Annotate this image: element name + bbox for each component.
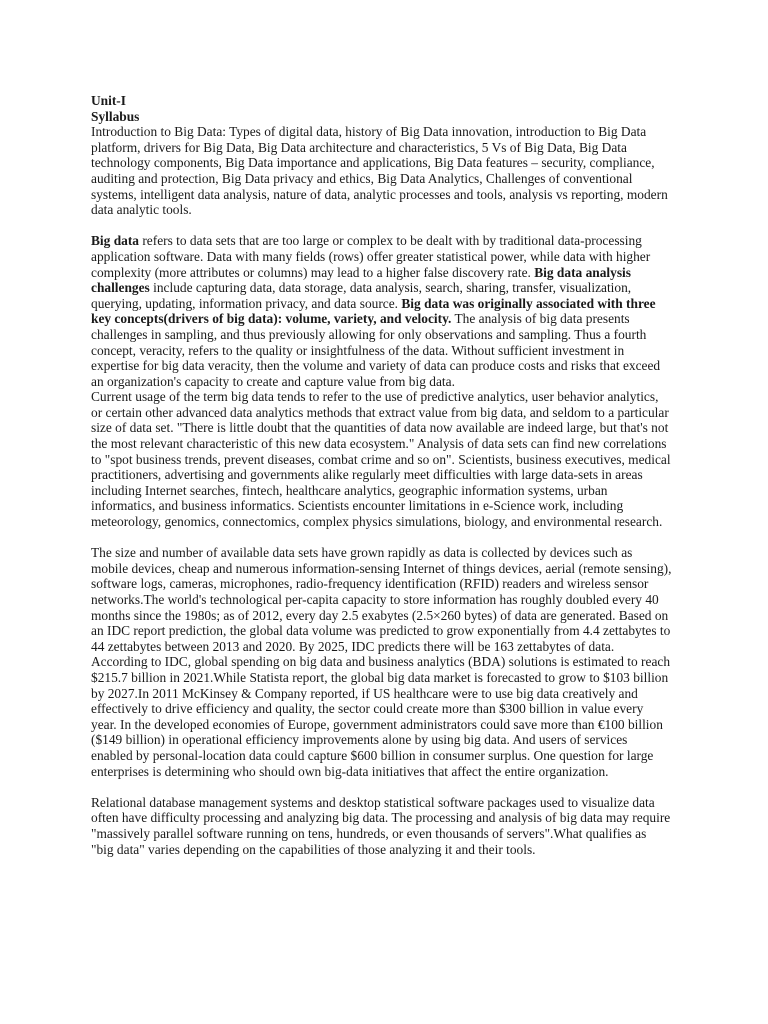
unit-heading: Unit-I	[91, 93, 126, 108]
definition-text: refers to data sets that are too large or complex to be dealt with by traditional data-processing application software. Data with many fields (rows) offer greater statistical power, while data with higher complexity (more attributes or columns) may lead to a higher false discovery rate.	[91, 233, 651, 280]
key-concepts-statement: Big data was originally associated with three key concepts(drivers of big data): volume, variety, and velocity.	[91, 295, 656, 327]
current-usage-paragraph: Current usage of the term big data tends to refer to the use of predictive analytics, user behavior analytics, or certain other advanced data analytics methods that extract value from big data, and seldom to a particular size of data set. "There is little doubt that the quantities of data now available are indeed large, but that's not the most relevant characteristic of this new data ecosystem." Analysis of data sets can find new correlations to "spot business trends, prevent diseases, combat crime and so on". Scientists, business executives, medical practitioners, advertising and governments alike regularly meet difficulties with large data-sets in areas including Internet searches, fintech, healthcare analytics, geographic information systems, urban informatics, and business informatics. Scientists encounter limitations in e-Science work, including meteorology, genomics, connectomics, complex physics simulations, biology, and environmental research.	[91, 389, 671, 530]
rdbms-paragraph: Relational database management systems and desktop statistical software packages used to visualize data often have difficulty processing and analyzing big data. The processing and analysis of big data may require "massively parallel software running on tens, hundreds, or even thousands of servers".What qualifies as "big data" varies depending on the capabilities of those analyzing it and their tools.	[91, 794, 671, 857]
big-data-term: Big data	[91, 233, 139, 249]
paragraph-spacer	[91, 218, 672, 234]
data-growth-paragraph: The size and number of available data sets have grown rapidly as data is collected by devices such as mobile devices, cheap and numerous information-sensing Internet of things devices, aerial (remote sensing), software logs, cameras, microphones, radio-frequency identification (RFID) readers and wireless sensor networks.The world's technological per-capita capacity to store information has roughly doubled every 40 months since the 1980s; as of 2012, every day 2.5 exabytes (2.5×260 bytes) of data are generated. Based on an IDC report prediction, the global data volume was predicted to grow exponentially from 4.4 zettabytes to 44 zettabytes between 2013 and 2020. By 2025, IDC predicts there will be 163 zettabytes of data. According to IDC, global spending on big data and business analytics (BDA) solutions is estimated to reach $215.7 billion in 2021.While Statista report, the global big data market is forecasted to grow to $103 billion by 2027.In 2011 McKinsey & Company reported, if US healthcare were to use big data creatively and effectively to drive efficiency and quality, the sector could create more than $300 billion in value every year. In the developed economies of Europe, government administrators could save more than €100 billion ($149 billion) in operational efficiency improvements alone by using big data. And users of services enabled by personal-location data could capture $600 billion in consumer surplus. One question for large enterprises is determining who should own big-data initiatives that affect the entire organization.	[91, 545, 672, 779]
paragraph-spacer	[91, 779, 672, 795]
syllabus-heading: Syllabus	[91, 108, 140, 124]
syllabus-paragraph: Introduction to Big Data: Types of digital data, history of Big Data innovation, introduction to Big Data platform, drivers for Big Data, Big Data architecture and characteristics, 5 Vs of Big Data, Big Data technology components, Big Data importance and applications, Big Data features – security, compliance, auditing and protection, Big Data privacy and ethics, Big Data Analytics, Challenges of conventional systems, intelligent data analysis, nature of data, analytic processes and tools, analysis vs reporting, modern data analytic tools.	[91, 124, 668, 218]
analysis-challenges-term: Big data analysis challenges	[91, 264, 631, 296]
paragraph-spacer	[91, 530, 672, 546]
veracity-text: The analysis of big data presents challenges in sampling, and thus previously allowing for only observations and sampling. Thus a fourth concept, veracity, refers to the quality or insightfulness of the data. Without sufficient investment in expertise for big data veracity, then the volume and variety of data can produce costs and risks that exceed an organization's capacity to create and capture value from big data.	[91, 311, 661, 389]
challenges-text: include capturing data, data storage, data analysis, search, sharing, transfer, visualization, querying, updating, information privacy, and data source.	[91, 280, 632, 311]
big-data-definition-paragraph	[91, 233, 672, 389]
